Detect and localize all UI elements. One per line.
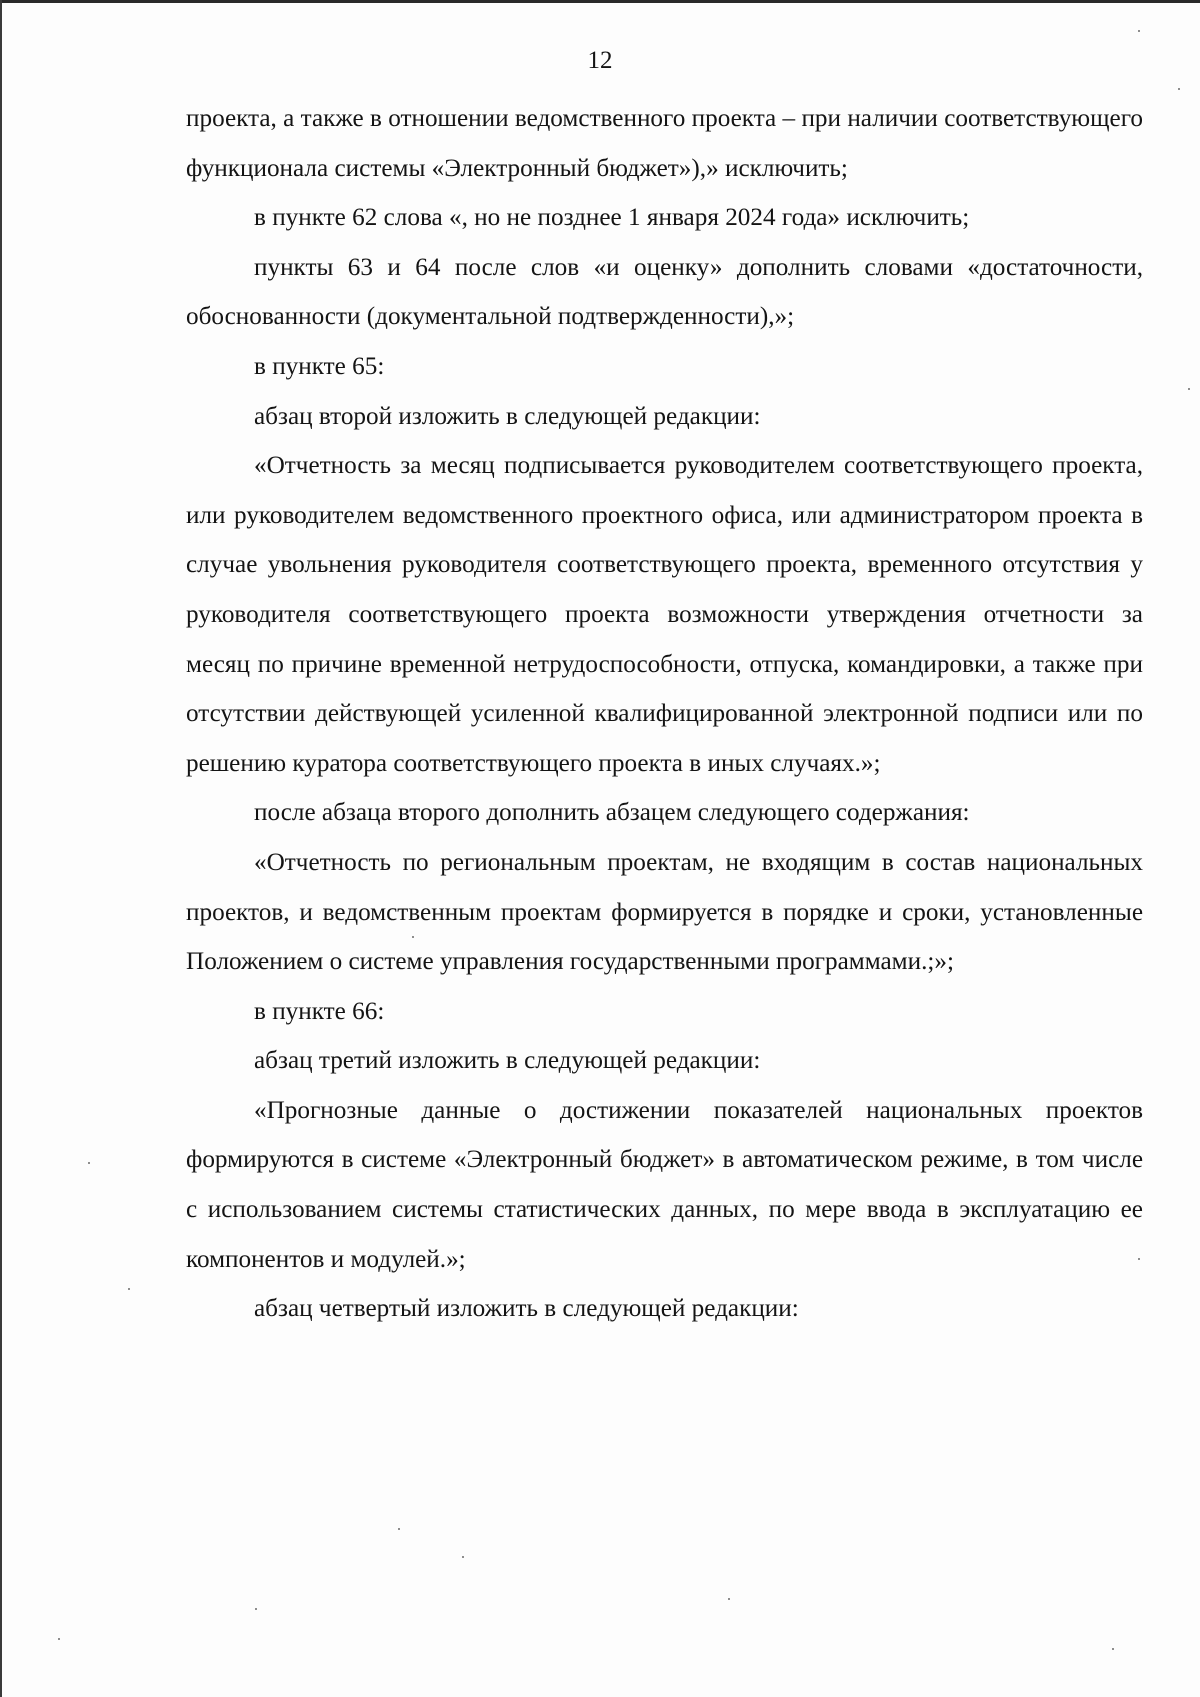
paragraph-forecast-data: «Прогнозные данные о достижении показателей национальных проектов формируются в системе «Электронный бюджет» в автоматическом режиме, в том числе с использованием системы статистических данных, по мере ввода в эксплуатацию ее компонентов и модулей.»; [186, 1096, 1143, 1273]
paragraph-item-65: в пункте 65: [254, 352, 385, 380]
scan-speck [1138, 1258, 1140, 1260]
scan-speck [88, 1162, 90, 1164]
scan-speck [728, 1598, 730, 1600]
scan-speck [1178, 88, 1180, 90]
scan-speck [128, 1288, 130, 1290]
scan-speck [412, 936, 414, 938]
paragraph-item-66-instruction-third: абзац третий изложить в следующей редакции: [254, 1047, 761, 1075]
paragraph-reporting-monthly: «Отчетность за месяц подписывается руководителем соответствующего проекта, или руководителем ведомственного проектного офиса, или администратором проекта в случае увольнения руководителя соответствующего проекта, временного отсутствия у руководителя соответствующего проекта возможности утверждения отчетности за месяц по причине временной нетрудоспособности, отпуска, командировки, а также при отсутствии действующей усиленной квалифицированной электронной подписи или по решению куратора соответствующего проекта в иных случаях.»; [186, 452, 1143, 777]
paragraph-items-63-64: пункты 63 и 64 после слов «и оценку» дополнить словами «достаточности, обоснованности (документальной подтвержденности),»; [186, 253, 1143, 331]
scan-speck [462, 1556, 464, 1558]
scan-speck [1138, 30, 1140, 32]
paragraph-item-62: в пункте 62 слова «, но не позднее 1 января 2024 года» исключить; [254, 204, 970, 232]
scan-speck [398, 1528, 400, 1530]
scan-speck [58, 1638, 60, 1640]
scan-top-edge [0, 0, 1200, 3]
paragraph-reporting-regional: «Отчетность по региональным проектам, не входящим в состав национальных проектов, и ведомственным проектам формируется в порядке и сроки, установленные Положением о системе управления государственными программами.;»; [186, 848, 1143, 976]
paragraph-item-66: в пункте 66: [254, 997, 385, 1025]
scan-left-edge [0, 0, 2, 1697]
paragraph-item-66-instruction-fourth: абзац четвертый изложить в следующей редакции: [254, 1295, 799, 1323]
scan-speck [255, 1608, 257, 1610]
scan-speck [1112, 1648, 1114, 1650]
paragraph-item-65-instruction: абзац второй изложить в следующей редакции: [254, 402, 761, 430]
paragraph-continuation: проекта, а также в отношении ведомственного проекта – при наличии соответствующего функционала системы «Электронный бюджет»),» исключить; [186, 105, 1143, 182]
document-body [186, 94, 1143, 1334]
page-number: 12 [587, 47, 613, 74]
paragraph-add-instruction: после абзаца второго дополнить абзацем следующего содержания: [254, 799, 970, 827]
scan-speck [1188, 388, 1190, 390]
